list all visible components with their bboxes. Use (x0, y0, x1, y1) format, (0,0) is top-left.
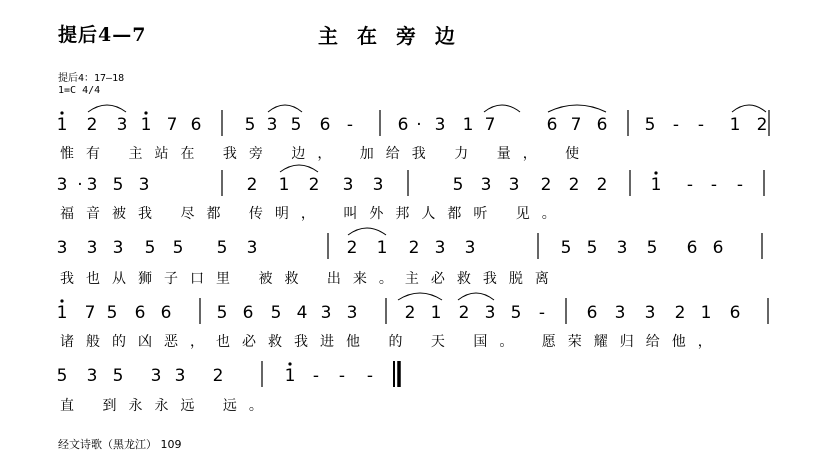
lyrics-line: 惟有 主站在 我旁 边， 加给我 力 量， 使 (60, 146, 592, 162)
note-digit: 1 (56, 115, 68, 135)
slur (398, 293, 442, 300)
verse-reference: 提后4：17—18 (58, 73, 125, 84)
note-digit: 5 (270, 303, 282, 323)
note-digit: 5 (560, 238, 572, 258)
note-digit: 3 (86, 366, 98, 386)
note-digit: 4 (296, 303, 308, 323)
note-digit: 6 (319, 115, 331, 135)
note-digit: 5 (216, 303, 228, 323)
song-title: 主 在 旁 边 (318, 24, 461, 48)
note-digit: 6 (586, 303, 598, 323)
note-digit: 5 (290, 115, 302, 135)
octave-dot (654, 171, 657, 174)
note-digit: 5 (586, 238, 598, 258)
octave-dot (288, 362, 291, 365)
octave-dot (60, 111, 63, 114)
slur (348, 228, 386, 235)
note-digit: 2 (86, 115, 98, 135)
note-digit: 3 (266, 115, 278, 135)
note-digit: 3 (464, 238, 476, 258)
dot-mark: · (416, 115, 422, 135)
note-digit: 3 (150, 366, 162, 386)
note-digit: 6 (596, 115, 608, 135)
note-digit: 3 (434, 115, 446, 135)
dash-mark: - (686, 175, 694, 195)
note-digit: 2 (756, 115, 768, 135)
slur (484, 105, 520, 112)
note-digit: 7 (84, 303, 96, 323)
note-digit: 2 (346, 238, 358, 258)
note-digit: 7 (166, 115, 178, 135)
slur (458, 293, 494, 300)
note-digit: 3 (480, 175, 492, 195)
dash-mark: - (710, 175, 718, 195)
note-digit: 1 (700, 303, 712, 323)
note-digit: 1 (650, 175, 662, 195)
note-digit: 3 (616, 238, 628, 258)
note-digit: 6 (729, 303, 741, 323)
slur (548, 105, 606, 112)
lyrics-line: 直 到永永远 远。 (60, 398, 275, 414)
note-digit: 3 (86, 175, 98, 195)
slur (732, 105, 766, 112)
note-digit: 1 (376, 238, 388, 258)
note-digit: 2 (404, 303, 416, 323)
note-digit: 3 (112, 238, 124, 258)
key-signature: 1=C 4/4 (58, 85, 101, 96)
dash-mark: - (697, 115, 705, 135)
scripture-reference: 提后4—7 (58, 24, 147, 46)
note-digit: 5 (172, 238, 184, 258)
note-digit: 3 (342, 175, 354, 195)
note-digit: 6 (242, 303, 254, 323)
note-digit: 6 (686, 238, 698, 258)
lyrics-line: 诸般的凶恶，也必救我进他 的 天 国。 愿荣耀归给他， (60, 334, 724, 350)
note-digit: 6 (546, 115, 558, 135)
note-digit: 5 (216, 238, 228, 258)
note-digit: 6 (160, 303, 172, 323)
slur (88, 105, 126, 112)
note-digit: 3 (56, 238, 68, 258)
note-digit: 6 (712, 238, 724, 258)
note-digit: 2 (308, 175, 320, 195)
note-digit: 3 (484, 303, 496, 323)
note-digit: 3 (246, 238, 258, 258)
note-digit: 5 (144, 238, 156, 258)
note-digit: 7 (484, 115, 496, 135)
note-digit: 5 (452, 175, 464, 195)
note-digit: 2 (408, 238, 420, 258)
source-footer: 经文诗歌（黑龙江） 109 (58, 438, 182, 451)
note-digit: 3 (614, 303, 626, 323)
note-digit: 1 (462, 115, 474, 135)
dash-mark: - (672, 115, 680, 135)
note-digit: 3 (174, 366, 186, 386)
note-digit: 2 (674, 303, 686, 323)
dash-mark: - (346, 115, 354, 135)
note-digit: 5 (510, 303, 522, 323)
dash-mark: - (736, 175, 744, 195)
note-digit: 7 (570, 115, 582, 135)
note-digit: 3 (56, 175, 68, 195)
note-digit: 2 (212, 366, 224, 386)
note-digit: 2 (246, 175, 258, 195)
dot-mark: · (77, 175, 83, 195)
note-digit: 2 (458, 303, 470, 323)
octave-dot (144, 111, 147, 114)
note-digit: 3 (508, 175, 520, 195)
note-digit: 5 (56, 366, 68, 386)
note-digit: 1 (140, 115, 152, 135)
slur (268, 105, 302, 112)
note-digit: 5 (646, 238, 658, 258)
lyrics-line: 我也从狮子口里 被救 出来。主必救我脱离 (60, 271, 561, 287)
dash-mark: - (312, 366, 320, 386)
note-digit: 5 (106, 303, 118, 323)
note-digit: 6 (397, 115, 409, 135)
dash-mark: - (338, 366, 346, 386)
note-digit: 3 (346, 303, 358, 323)
note-digit: 3 (644, 303, 656, 323)
note-digit: 5 (112, 366, 124, 386)
note-digit: 3 (138, 175, 150, 195)
note-digit: 1 (430, 303, 442, 323)
slur (280, 165, 318, 172)
note-digit: 3 (116, 115, 128, 135)
note-digit: 5 (244, 115, 256, 135)
note-digit: 2 (540, 175, 552, 195)
note-digit: 2 (568, 175, 580, 195)
note-digit: 1 (56, 303, 68, 323)
note-digit: 3 (86, 238, 98, 258)
note-digit: 1 (729, 115, 741, 135)
dash-mark: - (538, 303, 546, 323)
note-digit: 3 (372, 175, 384, 195)
note-digit: 3 (434, 238, 446, 258)
note-digit: 3 (320, 303, 332, 323)
note-digit: 6 (134, 303, 146, 323)
note-digit: 1 (278, 175, 290, 195)
note-digit: 5 (644, 115, 656, 135)
dash-mark: - (366, 366, 374, 386)
octave-dot (60, 299, 63, 302)
note-digit: 5 (112, 175, 124, 195)
note-digit: 6 (190, 115, 202, 135)
lyrics-line: 福音被我 尽都 传明， 叫外邦人都听 见。 (60, 206, 568, 222)
note-digit: 1 (284, 366, 296, 386)
note-digit: 2 (596, 175, 608, 195)
